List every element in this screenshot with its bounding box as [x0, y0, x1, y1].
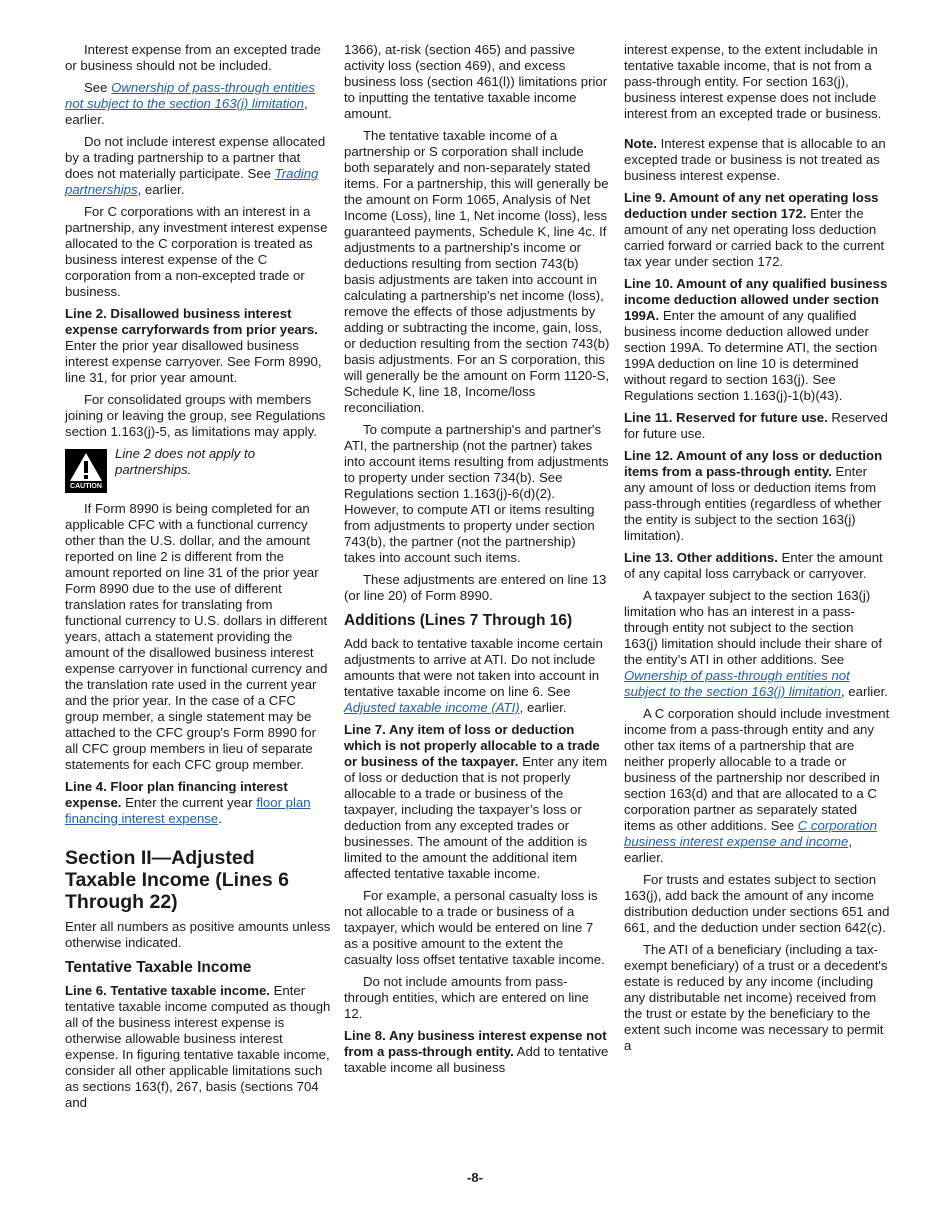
paragraph — [65, 42, 331, 74]
caution-text: Line 2 does not apply to partnerships. — [115, 446, 256, 477]
text: Interest expense that is allocable to an excepted trade or business is not treated as business interest expense. — [624, 136, 886, 183]
text: The ATI of a beneficiary (including a tax-exempt beneficiary) of a trust or a decedent's estate is reduced by any income (including any distributable net income) received from the trust or estate by the beneficiary to the extent such income was necessary to permit a — [624, 942, 888, 1053]
text: Reserved for future use. — [624, 410, 888, 441]
line-heading: Line 10. Amount of any qualified business income deduction allowed under section 199A. — [624, 276, 888, 323]
paragraph — [624, 410, 890, 442]
paragraph — [624, 706, 890, 866]
column-left — [65, 42, 331, 1117]
text: The tentative taxable income of a partnership or S corporation shall include both separately and non-separately stated items. For a partnership, this will generally be the amount on Form 1065, Analysis of Net Income (Loss), line 1, Net income (loss), less guaranteed payments, Schedule K, line 4c. If adjustments to a partnership's income or deductions resulting from section 743(b) basis adjustments are taken into account in calculating a partnership's net income (loss), remove the effects of those adjustments by adding or subtracting the income, gain, loss, or deduction resulting from the section 743(b) basis adjustments. For an S corporation, this will generally be the amount on Form 1120-S, Schedule K, line 18, Income/loss reconciliation. — [344, 128, 610, 415]
cross-reference-link[interactable]: Ownership of pass-through entities not subject to the section 163(j) limitation — [624, 668, 850, 699]
text: Enter the amount of any net operating loss deduction carried forward or carried back to the current tax year under section 172. — [624, 206, 885, 269]
text: Interest expense from an excepted trade or business should not be included. — [65, 42, 321, 73]
line-heading: Line 13. Other additions. — [624, 550, 778, 565]
paragraph — [624, 942, 890, 1054]
text: , earlier. — [65, 96, 308, 127]
text: Enter all numbers as positive amounts unless otherwise indicated. — [65, 919, 331, 950]
line-heading: Line 12. Amount of any loss or deduction items from a pass-through entity. — [624, 448, 883, 479]
paragraph — [344, 42, 610, 122]
paragraph — [624, 550, 890, 582]
text: Do not include interest expense allocated by a trading partnership to a partner that does not materially participate. See — [65, 134, 326, 181]
paragraph — [65, 392, 331, 440]
paragraph — [344, 722, 610, 882]
line-heading: Line 4. Floor plan financing interest expense. — [65, 779, 288, 810]
paragraph — [624, 276, 890, 404]
text: Enter any item of loss or deduction that is not properly allocable to a trade or business of the taxpayer, including the taxpayer’s loss or deduction from any excepted trades or businesses. The amount of the addition is limited to the amount the additional item affected tentative taxable income. — [344, 754, 608, 881]
paragraph — [344, 422, 610, 566]
cross-reference-link[interactable]: Trading partnerships — [65, 166, 319, 197]
text: For consolidated groups with members joining or leaving the group, see Regulations section 1.163(j)-5, as limitations may apply. — [65, 392, 326, 439]
column-right — [624, 42, 890, 1060]
line-heading: Line 2. Disallowed business interest expense carryforwards from prior years. — [65, 306, 318, 337]
column-middle — [344, 42, 610, 1082]
paragraph — [624, 448, 890, 544]
cross-reference-link[interactable]: Ownership of pass-through entities not subject to the section 163(j) limitation — [65, 80, 315, 111]
text: If Form 8990 is being completed for an applicable CFC with a functional currency other than the U.S. dollar, and the amount reported on line 2 is different from the amount reported on line 31 of the prior year Form 8990 due to the use of different translation rates for translating from functional currency to U.S. dollars in different years, attach a statement providing the amount of the disallowed business interest expense carryover in functional currency and the translation rate used in the current year and the prior year. In the case of a CFC group member, a single statement may be attached to the CFC group's Form 8990 for all CFC group members in lieu of separate statements for each CFC group member. — [65, 501, 328, 772]
text: Enter any amount of loss or deduction items from pass-through entities (regardless of whether the entity is subject to the section 163(j) limitation). — [624, 464, 882, 543]
paragraph — [624, 872, 890, 936]
text: . — [218, 811, 222, 826]
line-heading: Note. — [624, 136, 657, 151]
text: Add back to tentative taxable income certain adjustments to arrive at ATI. Do not include amounts that were not taken into account in tentative taxable income on line 6. See — [344, 636, 603, 699]
text: See — [84, 80, 112, 95]
text: , earlier. — [624, 834, 852, 865]
line-heading: Line 7. Any item of loss or deduction which is not properly allocable to a trade or business of the taxpayer. — [344, 722, 600, 769]
line-heading: Line 11. Reserved for future use. — [624, 410, 828, 425]
text: Do not include amounts from pass-through entities, which are entered on line 12. — [344, 974, 589, 1021]
paragraph — [344, 974, 610, 1022]
text: 1366), at-risk (section 465) and passive activity loss (section 469), and excess business loss (section 461(l)) limitations prior to inputting the tentative taxable income amount. — [344, 42, 608, 121]
paragraph — [624, 190, 890, 270]
cross-reference-link[interactable]: C corporation business interest expense and income — [624, 818, 877, 849]
line-heading: Line 9. Amount of any net operating loss deduction under section 172. — [624, 190, 879, 221]
text: interest expense, to the extent includable in tentative taxable income, that is not from a pass-through entity. For section 163(j), business interest expense does not include interest from an excepted trade or business. — [624, 42, 882, 121]
paragraph — [65, 306, 331, 386]
paragraph — [65, 134, 331, 198]
paragraph — [65, 501, 331, 773]
paragraph — [65, 80, 331, 128]
paragraph — [65, 983, 331, 1111]
text: Enter the amount of any qualified business income deduction allowed under section 199A. To determine ATI, the section 199A deduction on line 10 is determined without regard to section 163(j). See Regulations section 1.163(j)-1(b)(43). — [624, 308, 878, 403]
text: Enter the prior year disallowed business interest expense carryover. See Form 8990, line 31, for prior year amount. — [65, 338, 322, 385]
text: Enter tentative taxable income computed as though all of the business interest expense is otherwise allowable business interest expense. In figuring tentative taxable income, consider all other applicable limitations such as sections 163(f), 267, basis (sections 704 and — [65, 983, 331, 1110]
text: To compute a partnership's and partner's ATI, the partnership (not the partner) takes into account items resulting from adjustments to property under section 734(b). See Regulations section 1.163(j)-6(d)(2). However, to compute ATI or items resulting from adjustments to property under section 743(b), the partner (not the partnership) takes into account such items. — [344, 422, 609, 565]
paragraph — [65, 779, 331, 827]
text: , earlier. — [137, 182, 185, 197]
paragraph — [344, 636, 610, 716]
cross-reference-link[interactable]: floor plan financing interest expense — [65, 795, 311, 826]
caution-label: CAUTION — [70, 483, 102, 490]
text: Enter the amount of any capital loss carryback or carryover. — [624, 550, 883, 581]
paragraph — [624, 588, 890, 700]
paragraph — [344, 1028, 610, 1076]
text: , earlier. — [519, 700, 567, 715]
paragraph — [624, 42, 890, 122]
text: These adjustments are entered on line 13 (or line 20) of Form 8990. — [344, 572, 607, 603]
text: A C corporation should include investment income from a pass-through entity and any other tax items of a partnership that are neither properly allocable to a trade or business of the partnership nor described in section 163(d) and that are allocated to a C corporation partner as separately stated items as other additions. See — [624, 706, 890, 833]
text: Enter the current year — [121, 795, 257, 810]
caution-icon — [65, 449, 107, 493]
line-heading: Line 6. Tentative taxable income. — [65, 983, 270, 998]
paragraph — [344, 888, 610, 968]
paragraph — [65, 204, 331, 300]
text: A taxpayer subject to the section 163(j) limitation who has an interest in a pass-through entity not subject to the section 163(j) limitation should include their share of the entity’s ATI in other additions. See — [624, 588, 883, 667]
paragraph — [624, 136, 890, 184]
subsection-heading: Additions (Lines 7 Through 16) — [344, 612, 573, 629]
page-number: -8- — [467, 1170, 483, 1185]
text: For trusts and estates subject to section 163(j), add back the amount of any income distribution deduction under sections 651 and 661, and the deduction under section 642(c). — [624, 872, 890, 935]
line-heading: Line 8. Any business interest expense not from a pass-through entity. — [344, 1028, 607, 1059]
paragraph — [344, 572, 610, 604]
text: For C corporations with an interest in a partnership, any investment interest expense allocated to the C corporation is treated as business interest expense of the C corporation from a non-excepted trade or business. — [65, 204, 328, 299]
text: For example, a personal casualty loss is not allocable to a trade or business of a taxpayer, which would be entered on line 7 as a positive amount to the extent the casualty loss offset tentative taxable income. — [344, 888, 605, 967]
text: Add to tentative taxable income all business — [344, 1044, 609, 1075]
subsection-heading: Tentative Taxable Income — [65, 959, 252, 976]
paragraph — [344, 128, 610, 416]
text: , earlier. — [840, 684, 888, 699]
section-heading: Section II—Adjusted Taxable Income (Lines 6 Through 22) — [65, 847, 289, 913]
cross-reference-link[interactable]: Adjusted taxable income (ATI) — [344, 700, 520, 715]
paragraph — [65, 919, 331, 951]
caution-note — [65, 446, 331, 493]
